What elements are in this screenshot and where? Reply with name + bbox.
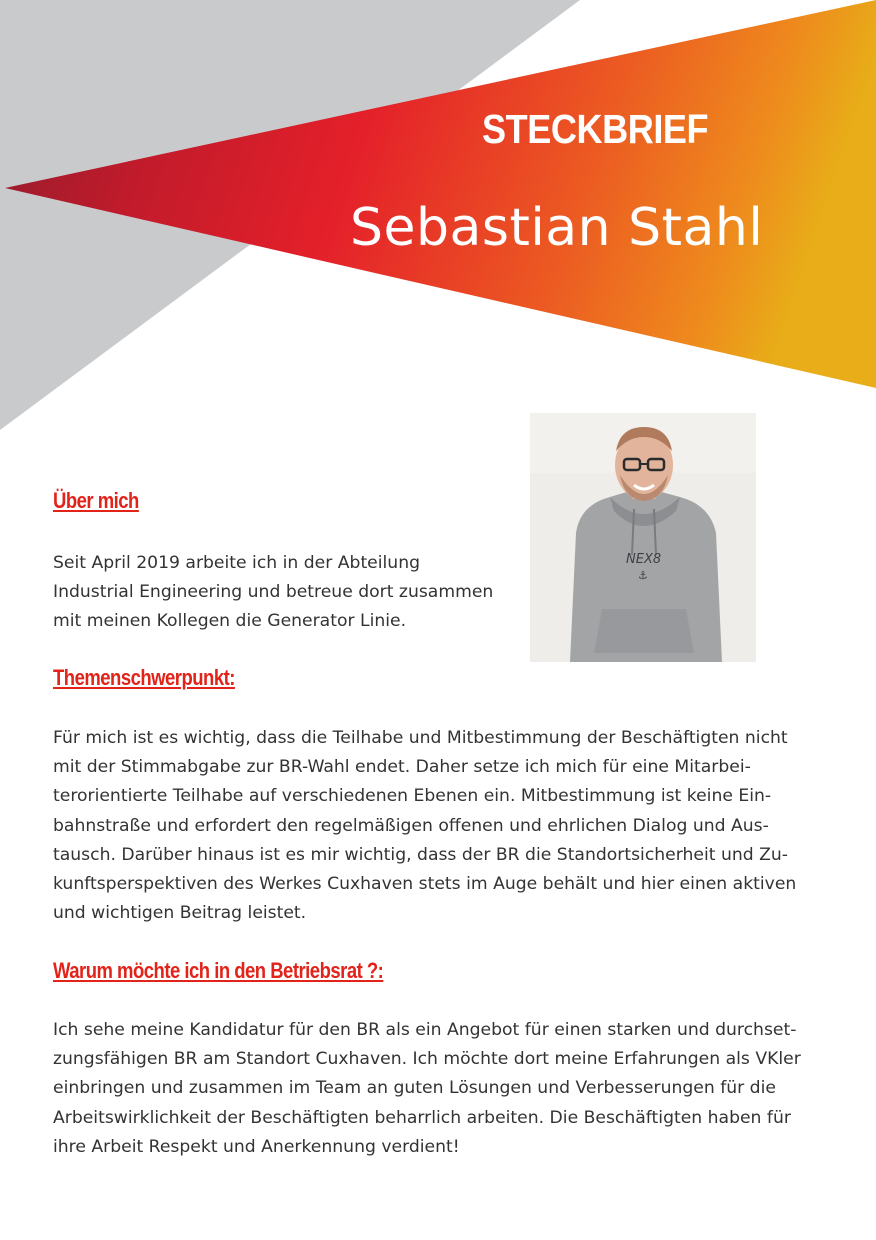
text-line: bahnstraße und erfordert den regelmäßigen offenen und ehrlichen Dialog und Aus-: [53, 815, 769, 836]
paragraph-why: [53, 1016, 801, 1162]
svg-text:⚓: ⚓: [638, 569, 648, 582]
svg-text:NEX8: NEX8: [626, 552, 662, 567]
paragraph-about: [53, 549, 493, 637]
portrait-photo: [530, 413, 756, 662]
text-line: mit meinen Kollegen die Generator Linie.: [53, 611, 407, 632]
text-line: zungsfähigen BR am Standort Cuxhaven. Ich möchte dort meine Erfahrungen als VKler: [53, 1049, 801, 1070]
person-name: Sebastian Stahl: [350, 198, 764, 258]
section-heading-about: Über mich: [53, 488, 139, 513]
text-line: terorientierte Teilhabe auf verschiedenen Ebenen ein. Mitbestimmung ist keine Ein-: [53, 786, 772, 807]
text-line: Seit April 2019 arbeite ich in der Abteilung: [53, 553, 421, 573]
text-line: und wichtigen Beitrag leistet.: [53, 903, 307, 924]
text-line: Industrial Engineering und betreue dort zusammen: [53, 582, 494, 603]
section-heading-why: Warum möchte ich in den Betriebsrat ?:: [53, 958, 384, 983]
text-line: Ich sehe meine Kandidatur für den BR als ein Angebot für einen starken und durchset-: [53, 1020, 797, 1040]
text-line: Arbeitswirklichkeit der Beschäftigten beharrlich arbeiten. Die Beschäftigten haben für: [53, 1107, 791, 1128]
paragraph-focus: [53, 724, 796, 928]
text-line: kunftsperspektiven des Werkes Cuxhaven stets im Auge behält und hier einen aktiven: [53, 874, 797, 895]
text-line: mit der Stimmabgabe zur BR-Wahl endet. Daher setze ich mich für eine Mitarbei-: [53, 757, 751, 778]
text-line: einbringen und zusammen im Team an guten Lösungen und Verbesserungen für die: [53, 1078, 776, 1099]
text-line: tausch. Darüber hinaus ist es mir wichtig, dass der BR die Standortsicherheit und Zu-: [53, 844, 788, 865]
document-kicker: STECKBRIEF: [482, 106, 709, 152]
text-line: ihre Arbeit Respekt und Anerkennung verdient!: [53, 1136, 460, 1157]
text-line: Für mich ist es wichtig, dass die Teilhabe und Mitbestimmung der Beschäftigten nicht: [53, 728, 788, 748]
section-heading-focus: Themenschwerpunkt:: [53, 665, 235, 690]
